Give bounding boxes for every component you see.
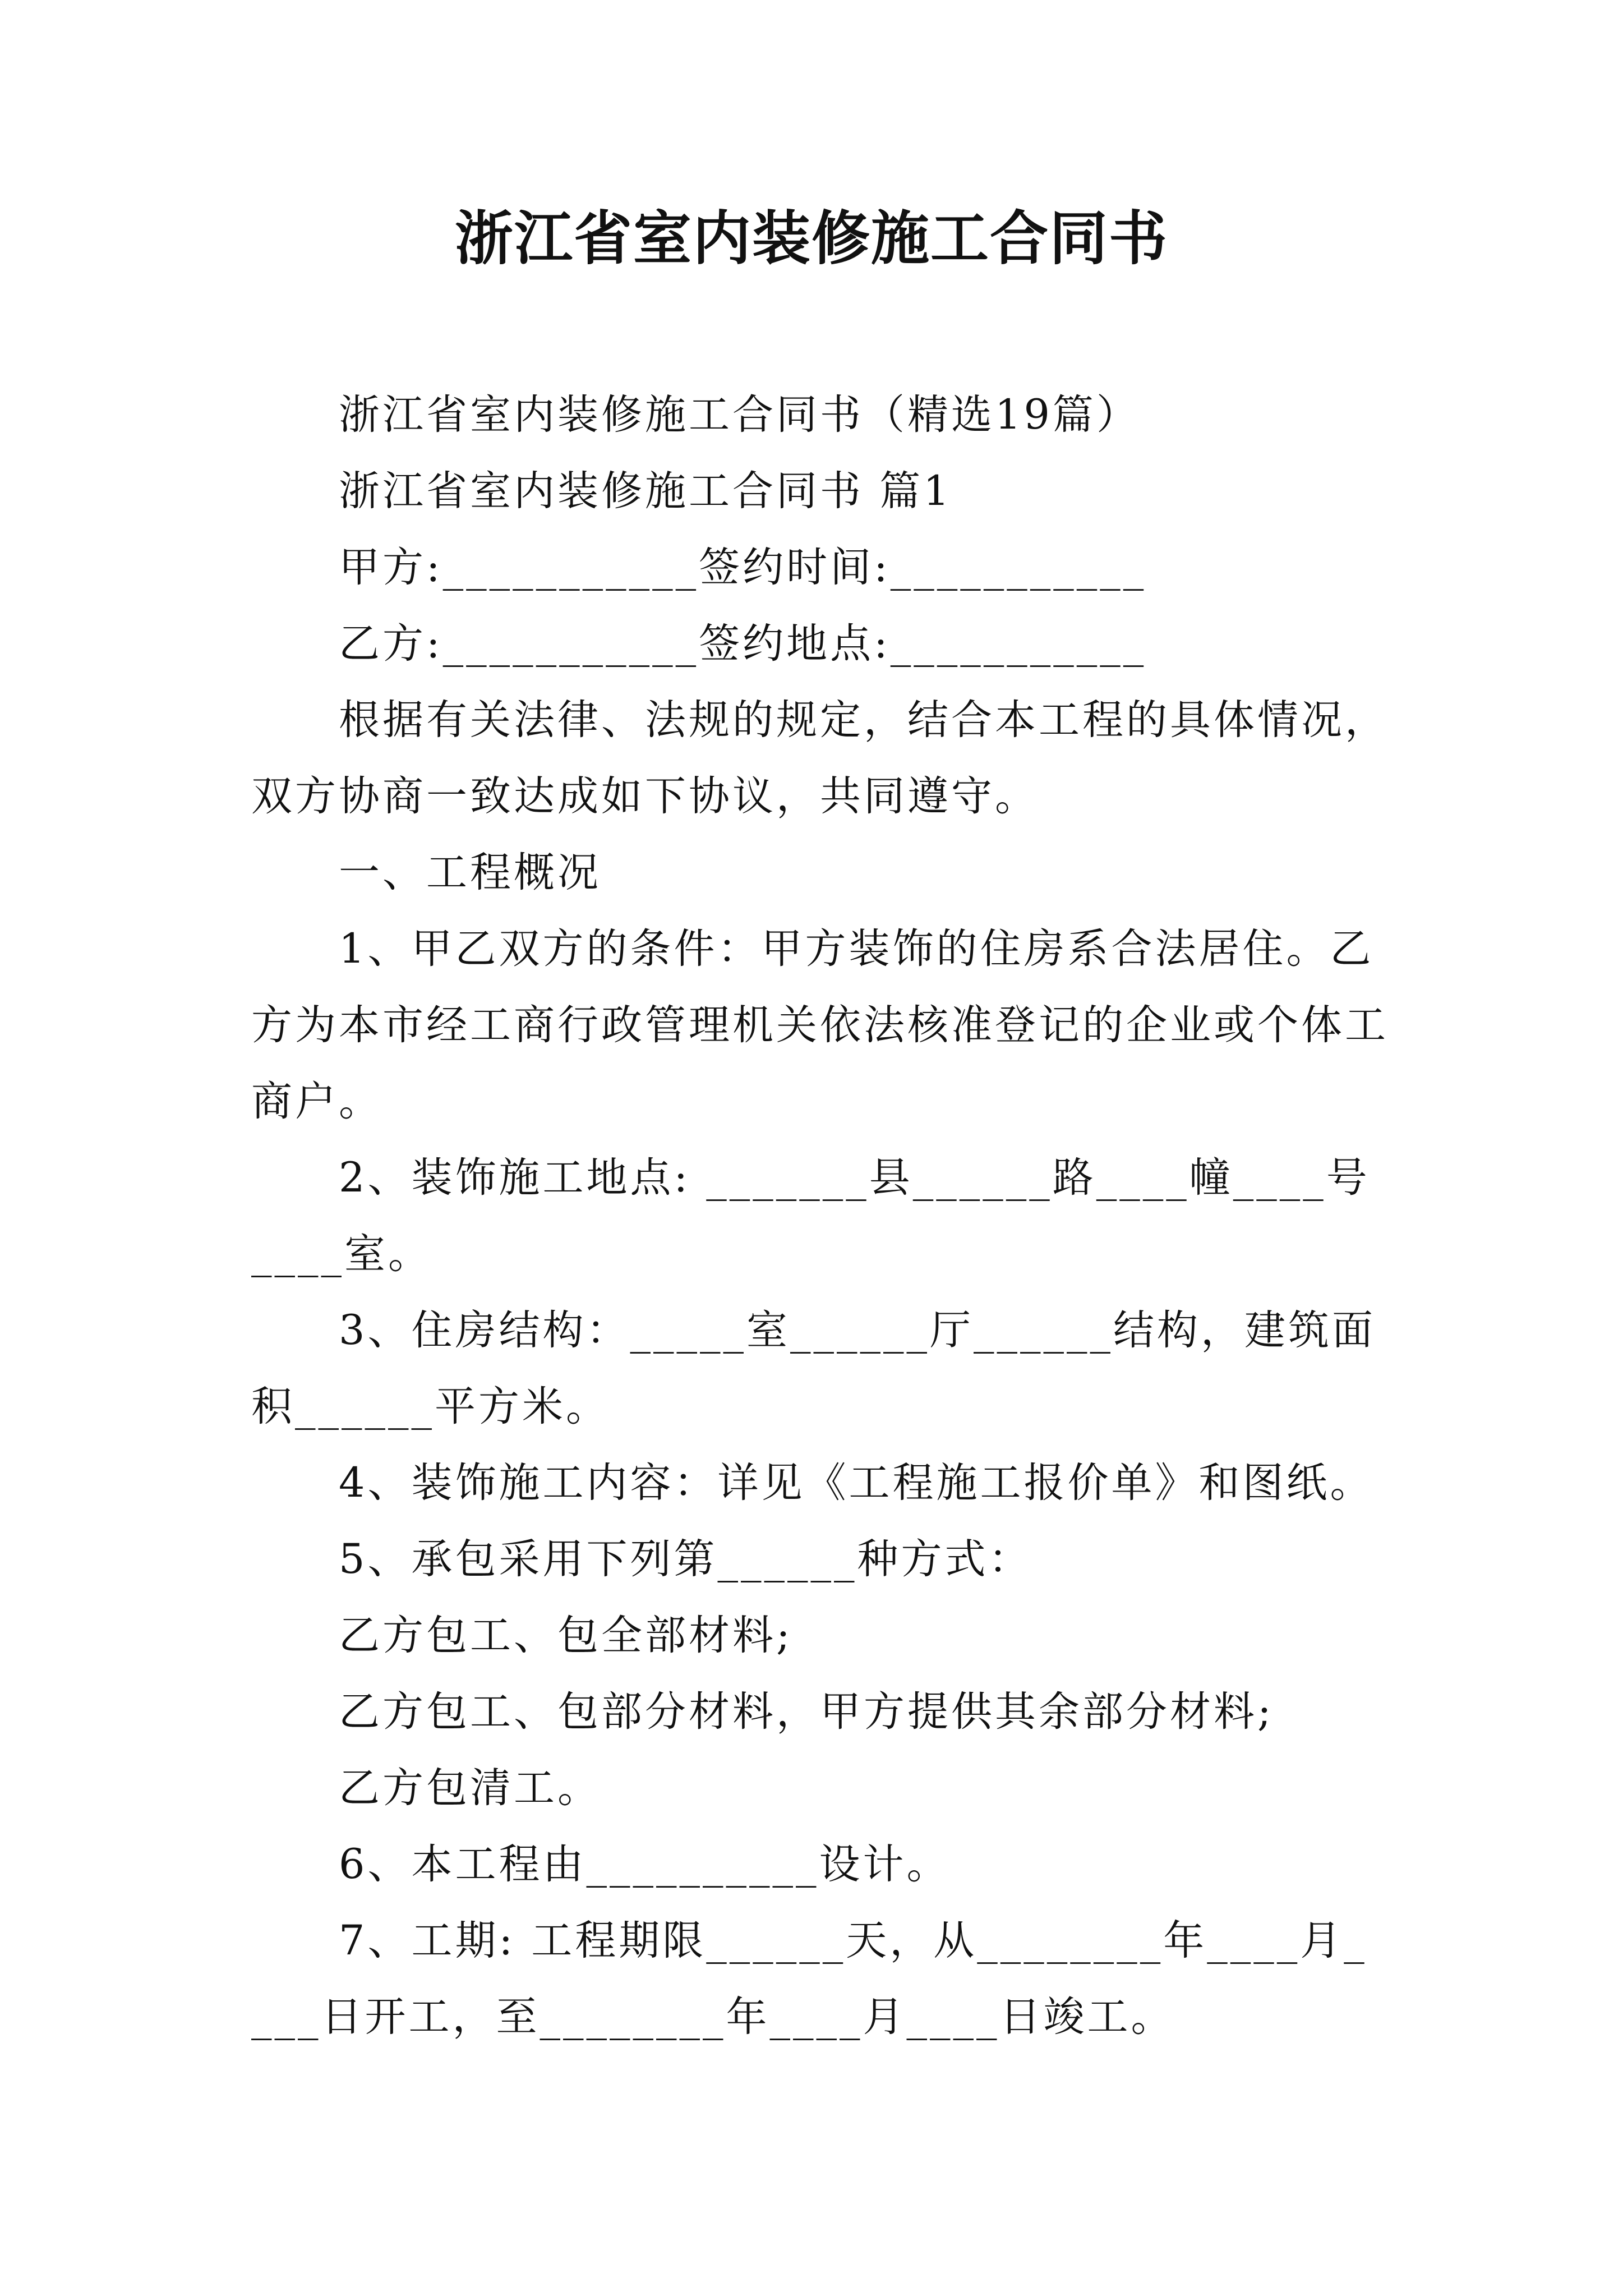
paragraph-option-full-materials: 乙方包工、包全部材料; — [339, 1612, 793, 1659]
paragraph-clause-4: 4、装饰施工内容：详见《工程施工报价单》和图纸。 — [339, 1459, 1374, 1507]
document-body — [251, 377, 1390, 2055]
paragraph-subtitle: 浙江省室内装修施工合同书（精选19篇） — [339, 391, 1140, 439]
paragraph-preamble: 根据有关法律、法规的规定，结合本工程的具体情况，双方协商一致达成如下协议，共同遵守。 — [251, 696, 1389, 820]
paragraph-clause-1: 1、甲乙双方的条件：甲方装饰的住房系合法居住。乙方为本市经工商行政管理机关依法核准登记的企业或个体工商户。 — [251, 925, 1389, 1125]
paragraph-clause-5: 5、承包采用下列第______种方式： — [339, 1535, 1032, 1583]
paragraph-clause-3: 3、住房结构：_____室______厅______结构，建筑面积______平方米。 — [251, 1306, 1376, 1430]
paragraph-project-overview-heading: 一、工程概况 — [339, 849, 601, 896]
paragraph-clause-7: 7、工期: 工程期限______天，从________年____月____日开工，至________年____月____日竣工。 — [251, 1917, 1367, 2041]
paragraph-party-a: 甲方:___________签约时间:___________ — [339, 544, 1147, 591]
document-title: 浙江省室内装修施工合同书 — [454, 204, 1168, 273]
paragraph-option-partial-materials: 乙方包工、包部分材料，甲方提供其余部分材料; — [339, 1688, 1274, 1736]
paragraph-clause-2: 2、装饰施工地点: _______县______路____幢____号____室。 — [251, 1154, 1370, 1278]
paragraph-party-b: 乙方:___________签约地点:___________ — [339, 620, 1147, 668]
paragraph-clause-6: 6、本工程由__________设计。 — [339, 1841, 951, 1888]
paragraph-section-heading: 浙江省室内装修施工合同书 篇1 — [339, 467, 952, 515]
paragraph-option-labor-only: 乙方包清工。 — [339, 1764, 601, 1812]
